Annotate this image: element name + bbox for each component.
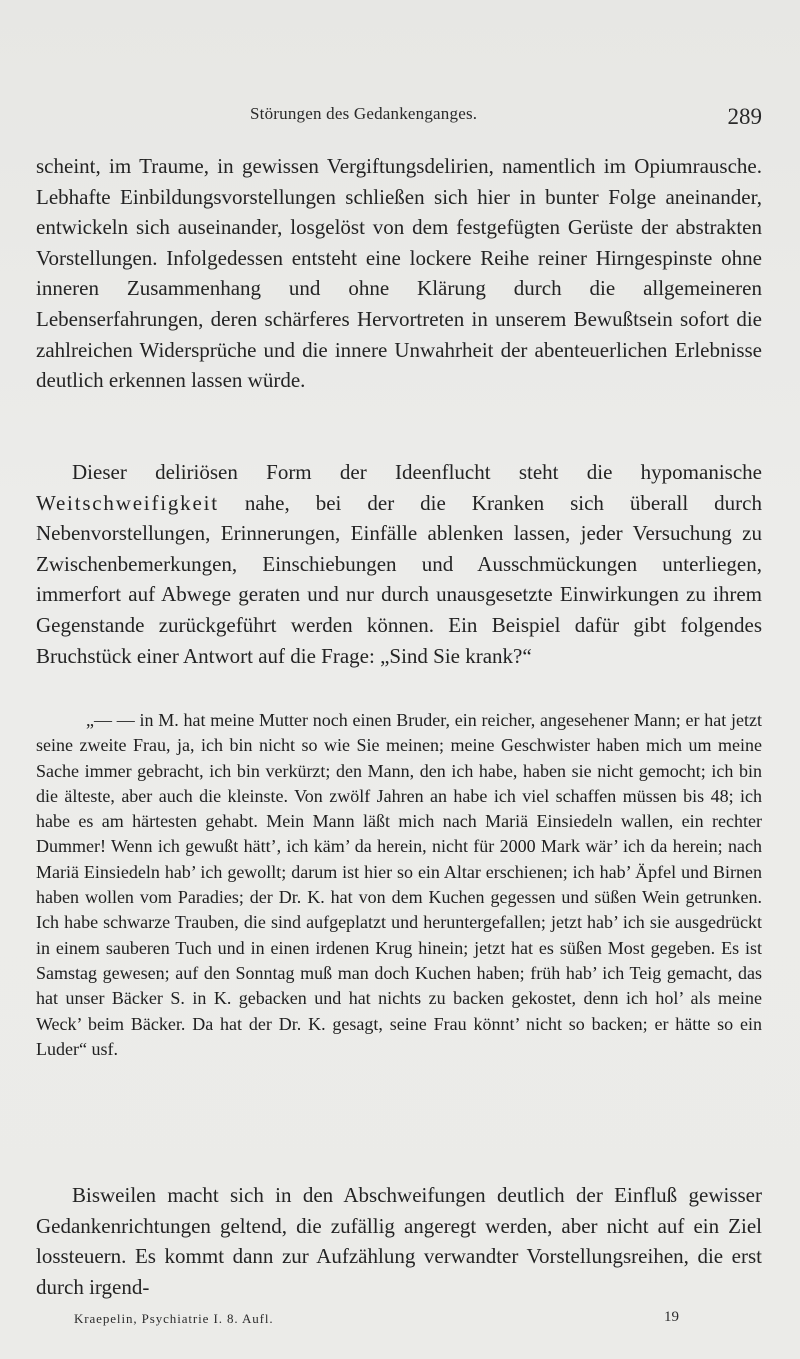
- page-number: 289: [727, 104, 762, 129]
- book-source: Kraepelin, Psychiatrie I. 8. Aufl.: [74, 1311, 274, 1326]
- patient-quote-text: „— — in M. hat meine Mutter noch einen Bruder, ein reicher, angesehener Mann; er hat jetzt seine zweite Frau, ja, ich bin nicht so wie Sie meinen; meine Geschwister haben mich um meine Sache immer gebracht, ich bin verkürzt; den Mann, den ich habe, haben sie nicht gemocht; ich bin die älteste, aber auch die kleinste. Von zwölf Jahren an habe ich viel schaffen müssen bis 48; ich habe es am härtesten gehabt. Mein Mann läßt mich nach Mariä Einsiedeln wallen, ein rechter Dummer! Wenn ich gewußt hätt’, ich käm’ da herein, nicht für 2000 Mark wär’ ich da herein; nach Mariä Einsiedeln hab’ ich gewollt; darum ist hier so ein Altar erschienen; ich hab’ Äpfel und Birnen haben wollen vom Paradies; der Dr. K. hat von dem Kuchen gegessen und süßen Wein getrunken. Ich habe schwarze Trauben, die sind aufgeplatzt und heruntergefallen; jetzt hab’ ich sie ausgedrückt in einem sauberen Tuch und in einen irdenen Krug hinein; jetzt hat es süßen Most gegeben. Es ist Samstag gewesen; auf den Sonntag muß man doch Kuchen haben; früh hab’ ich Teig gemacht, das hat unser Bäcker S. in K. gebacken und hat nichts zu backen gekostet, denn ich hol’ als meine Weck’ beim Bäcker. Da hat der Dr. K. gesagt, seine Frau könnt’ nicht so backen; er hätte so ein Luder“ usf.: [36, 710, 762, 1059]
- paragraph-3-text: Bisweilen macht sich in den Abschweifungen deutlich der Einfluß gewisser Gedankenrichtungen geltend, die zufällig angeregt werden, aber nicht auf ein Ziel lossteuern. Es kommt dann zur Aufzählung verwandter Vorstellungsreihen, die erst durch irgend-: [36, 1183, 762, 1299]
- paragraph-2-start: Dieser deliriösen Form der Ideenflucht steht die hypomanische: [72, 460, 762, 484]
- printer-signature: 19: [664, 1309, 679, 1325]
- paragraph-1: [36, 151, 762, 396]
- paragraph-2: [36, 457, 762, 671]
- paragraph-1-text: scheint, im Traume, in gewissen Vergiftungsdelirien, namentlich im Opiumrausche. Lebhafte Einbildungsvorstellungen schließen sich hier in bunter Folge aneinander, entwickeln sich auseinander, losgelöst von dem festgefügten Gerüste der abstrakten Vorstellungen. Infolgedessen entsteht eine lockere Reihe reiner Hirngespinste ohne inneren Zusammenhang und ohne Klärung durch die allgemeineren Lebenserfahrungen, deren schärferes Hervortreten in unserem Bewußtsein sofort die zahlreichen Widersprüche und die innere Unwahrheit der abenteuerlichen Erlebnisse deutlich erkennen lassen würde.: [36, 154, 762, 393]
- patient-quote: [36, 708, 762, 1062]
- running-head: Störungen des Gedankenganges.: [250, 104, 478, 123]
- page-footer: [36, 1311, 762, 1333]
- paragraph-2-text: [36, 457, 762, 671]
- paragraph-3: [36, 1180, 762, 1302]
- weitschweifigkeit-term: Weitschweifigkeit: [36, 490, 219, 515]
- page-header: [36, 104, 762, 132]
- paragraph-2-end: nahe, bei der die Kranken sich überall durch Nebenvorstellungen, Erinnerungen, Einfälle ablenken lassen, jeder Versuchung zu Zwischenbemerkungen, Einschiebungen und Ausschmückungen unterliegen, immerfort auf Abwege geraten und nur durch unausgesetzte Einwirkungen zu ihrem Gegenstande zurückgeführt werden können. Ein Beispiel dafür gibt folgendes Bruchstück einer Antwort auf die Frage: „Sind Sie krank?“: [36, 490, 762, 668]
